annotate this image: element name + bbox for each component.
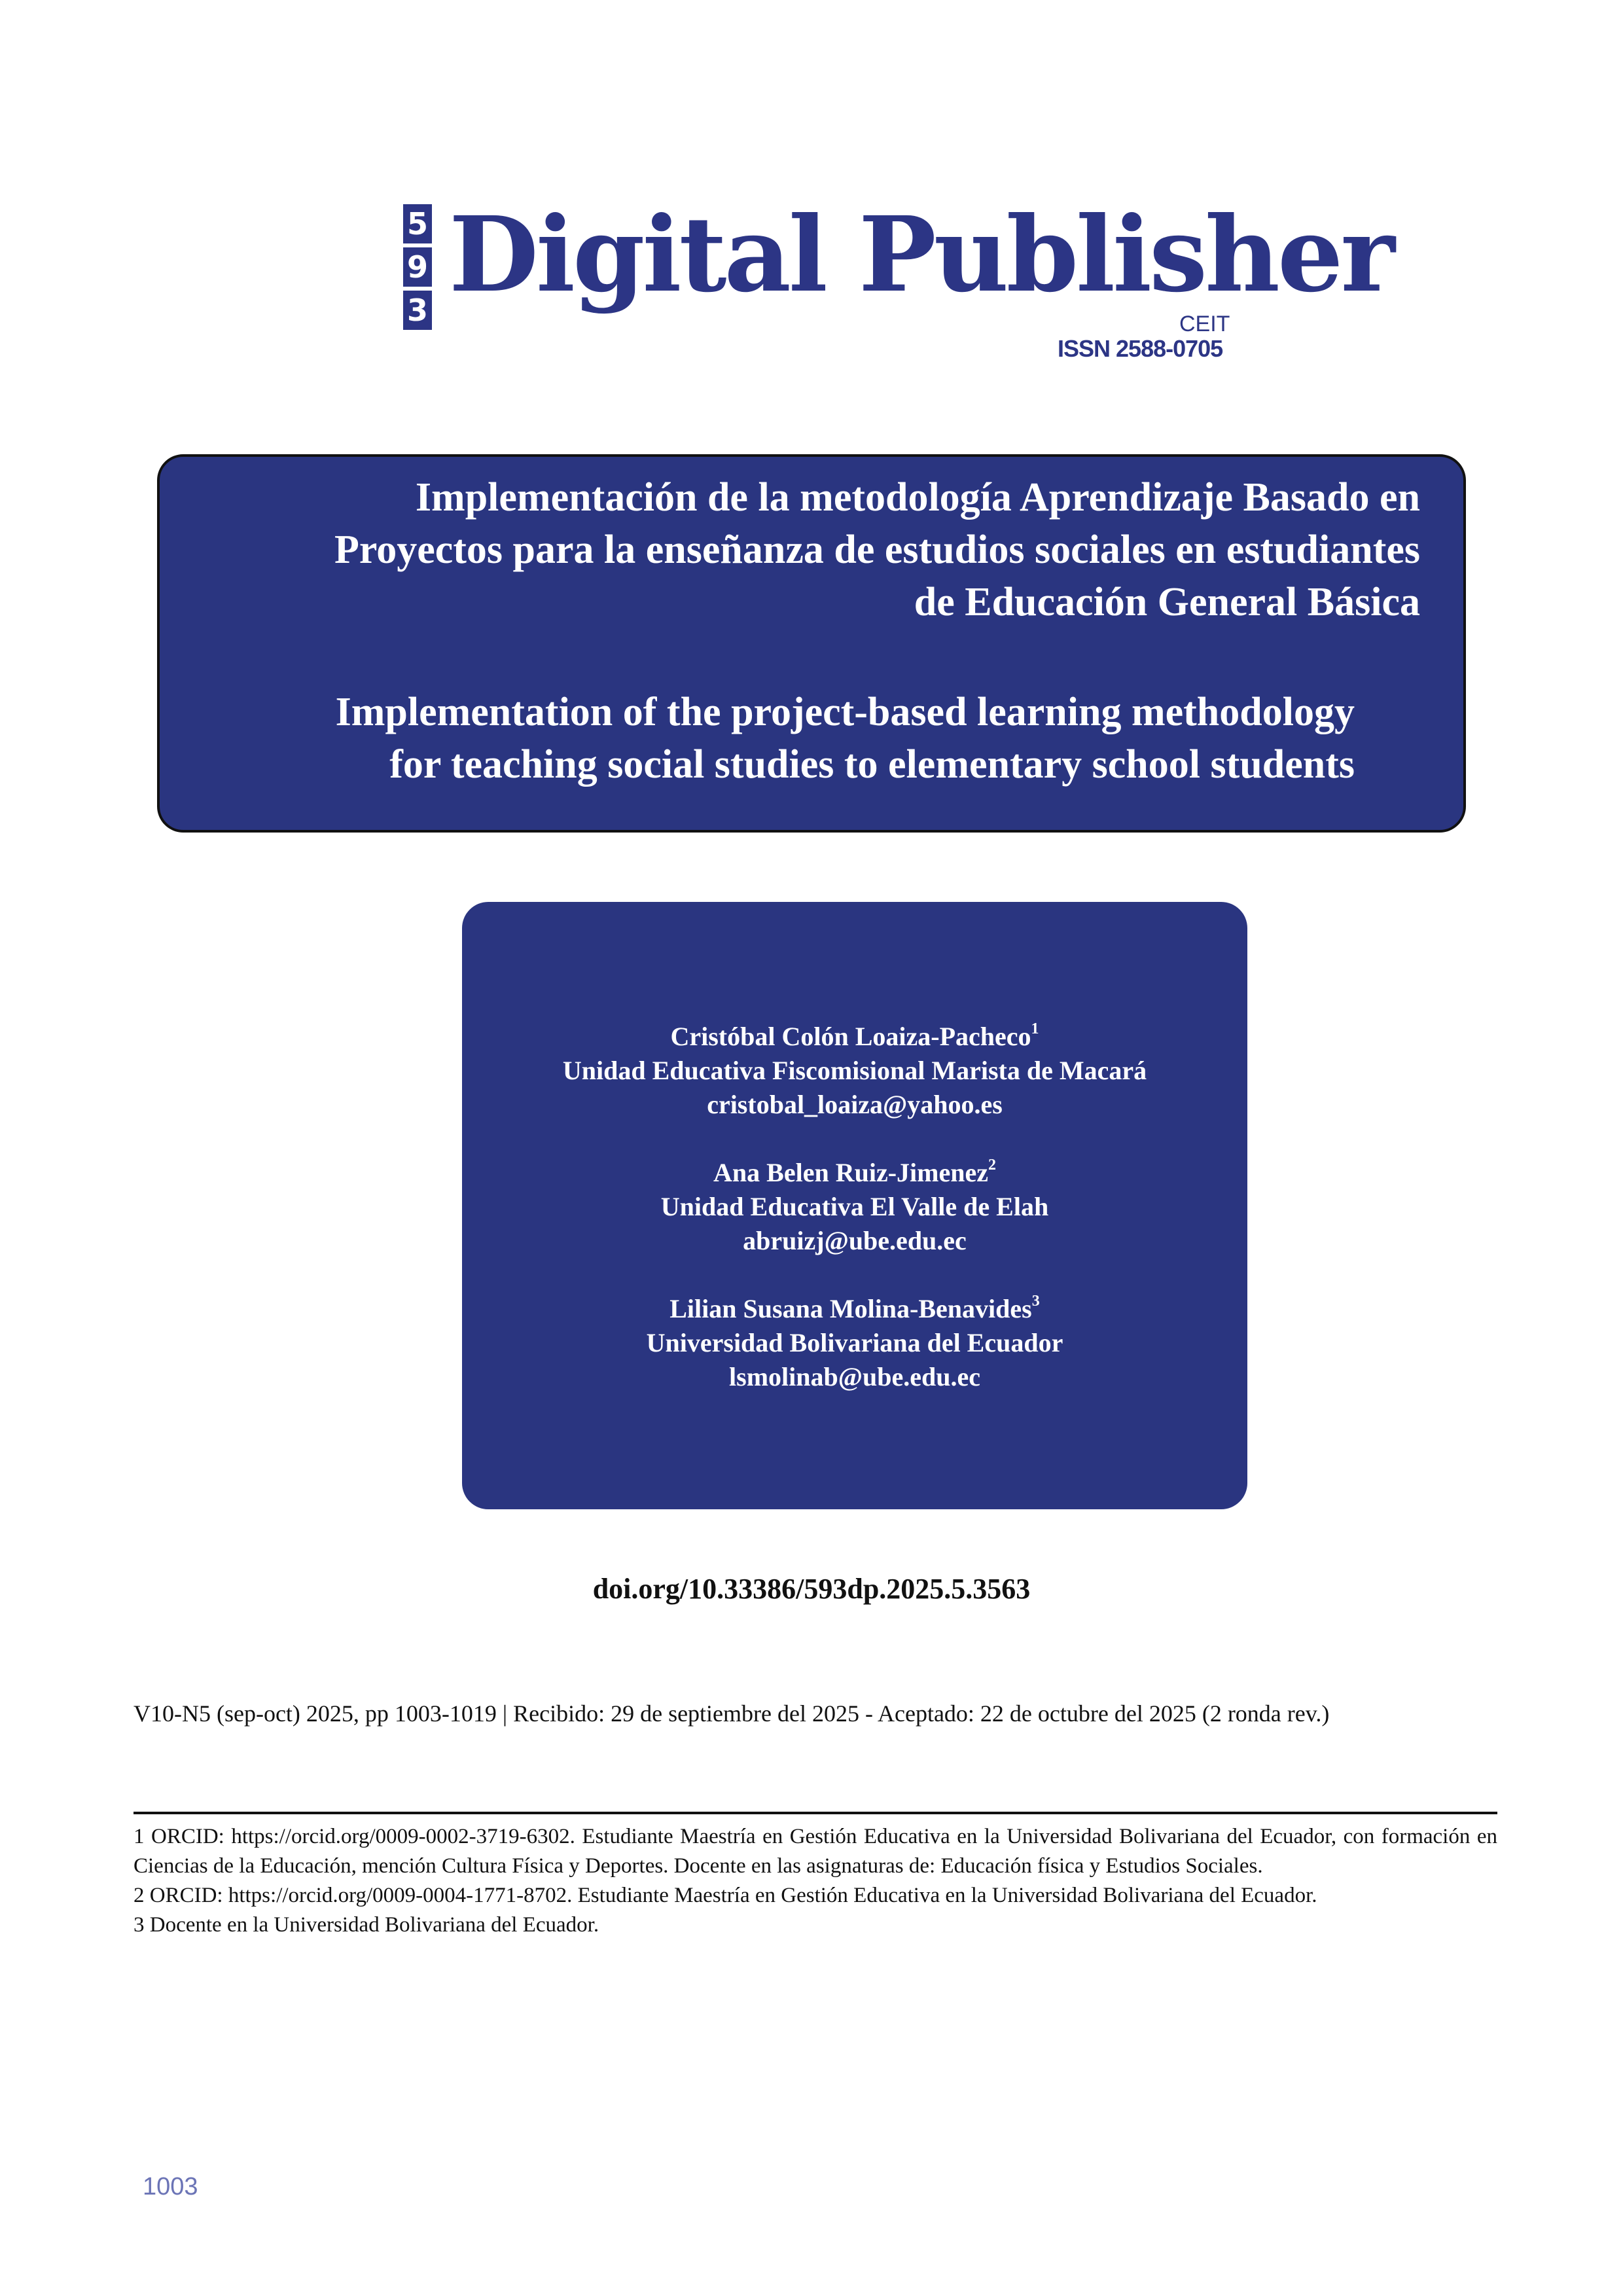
title-english bbox=[242, 686, 1355, 791]
authors-box bbox=[462, 902, 1247, 1509]
author-block bbox=[462, 1292, 1247, 1394]
footnote: 3 Docente en la Universidad Bolivariana del Ecuador. bbox=[134, 1913, 599, 1937]
author-affiliation: Unidad Educativa Fiscomisional Marista de Macará bbox=[562, 1056, 1147, 1085]
journal-ceit: CEIT bbox=[1179, 312, 1230, 336]
journal-name: Digital Publisher bbox=[449, 194, 1393, 315]
author-name: Lilian Susana Molina-Benavides bbox=[669, 1294, 1032, 1323]
author-block bbox=[462, 1020, 1247, 1122]
author-name: Cristóbal Colón Loaiza-Pacheco bbox=[670, 1022, 1031, 1051]
title-line: Proyectos para la enseñanza de estudios sociales en estudiantes bbox=[334, 528, 1420, 572]
journal-issn: ISSN 2588-0705 bbox=[1058, 335, 1223, 362]
title-box bbox=[157, 454, 1466, 833]
author-affiliation: Universidad Bolivariana del Ecuador bbox=[646, 1328, 1063, 1357]
author-footnote-mark: 3 bbox=[1031, 1292, 1040, 1310]
author-email[interactable]: cristobal_loaiza@yahoo.es bbox=[707, 1090, 1003, 1119]
title-line: Implementation of the project-based learning methodology bbox=[335, 690, 1355, 734]
logo-digit: 5 bbox=[403, 204, 432, 243]
title-line: for teaching social studies to elementary school students bbox=[389, 742, 1355, 787]
doi-link[interactable]: doi.org/10.33386/593dp.2025.5.3563 bbox=[592, 1573, 1031, 1605]
author-footnote-mark: 1 bbox=[1031, 1020, 1039, 1037]
logo-digit: 3 bbox=[403, 291, 432, 330]
footnote-divider bbox=[134, 1812, 1497, 1814]
author-footnote-mark: 2 bbox=[988, 1156, 996, 1174]
logo-digit: 9 bbox=[403, 247, 432, 287]
footnote: 2 ORCID: https://orcid.org/0009-0004-1771-8702. Estudiante Maestría en Gestión Educativa en la Universidad Bolivariana del Ecuador. bbox=[134, 1884, 1317, 1907]
author-email[interactable]: lsmolinab@ube.edu.ec bbox=[729, 1362, 980, 1391]
journal-logo bbox=[403, 190, 1393, 373]
author-email[interactable]: abruizj@ube.edu.ec bbox=[743, 1226, 967, 1255]
footnotes bbox=[134, 1822, 1497, 1940]
title-line: Implementación de la metodología Aprendizaje Basado en bbox=[415, 475, 1420, 520]
title-line: de Educación General Básica bbox=[914, 580, 1420, 624]
author-name: Ana Belen Ruiz-Jimenez bbox=[713, 1158, 988, 1187]
publication-meta: V10-N5 (sep-oct) 2025, pp 1003-1019 | Recibido: 29 de septiembre del 2025 - Aceptado: 22 de octubre del 2025 (2 ronda rev.) bbox=[134, 1700, 1330, 1727]
page-number: 1003 bbox=[143, 2173, 198, 2200]
footnote: 1 ORCID: https://orcid.org/0009-0002-3719-6302. Estudiante Maestría en Gestión Educativa en la Universidad Bolivariana del Ecuador, con formación en Ciencias de la Educación, mención Cultura Física y Deportes. Docente en las asignaturas de: Educación física y Estudios Sociales. bbox=[134, 1825, 1497, 1878]
author-affiliation: Unidad Educativa El Valle de Elah bbox=[660, 1192, 1049, 1221]
author-block bbox=[462, 1156, 1247, 1258]
title-spanish bbox=[242, 471, 1420, 628]
